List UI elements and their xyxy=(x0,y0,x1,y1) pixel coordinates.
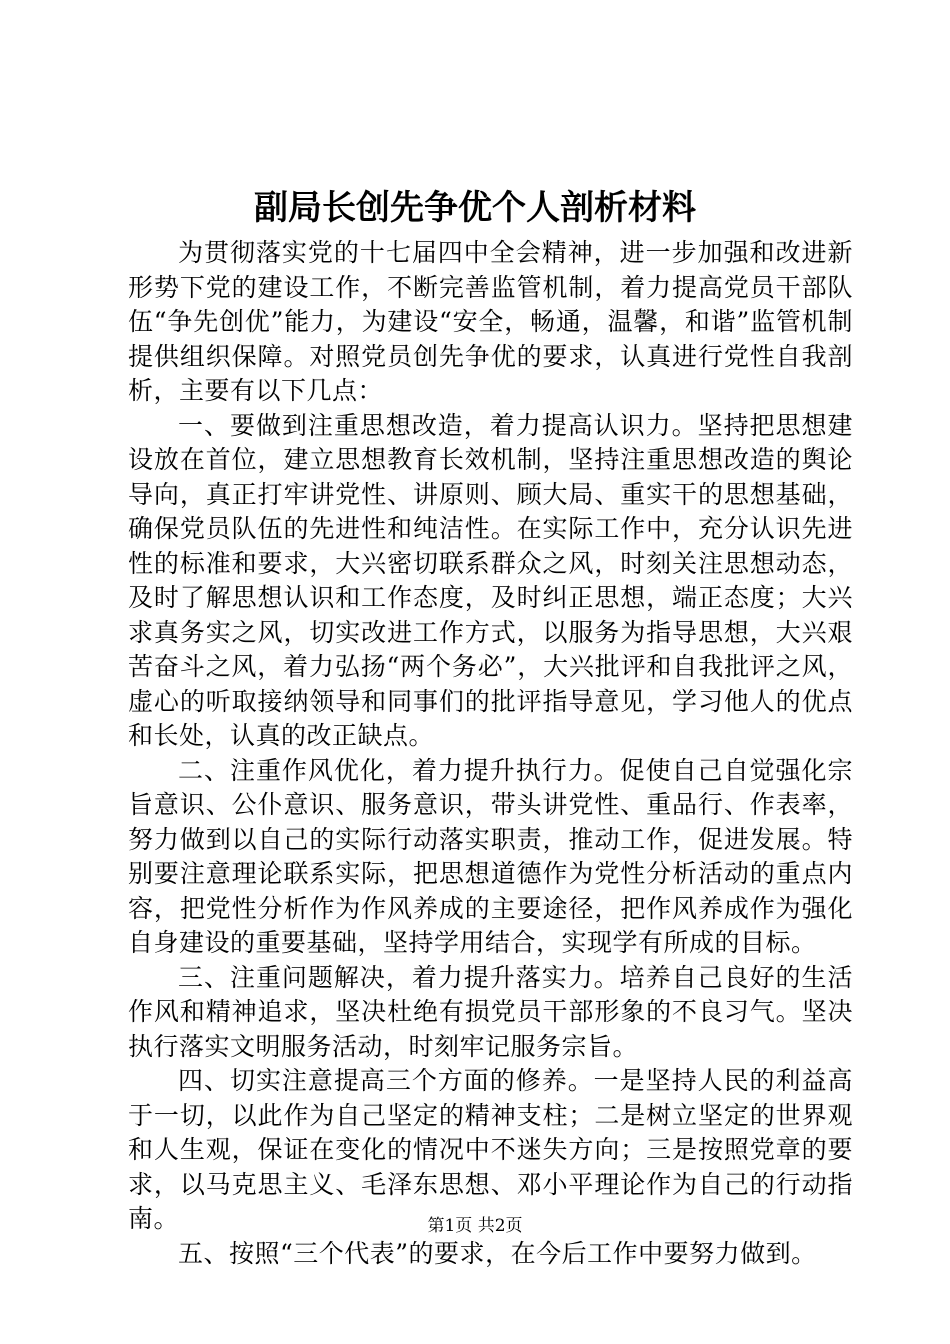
page-number: 第1页 共2页 xyxy=(427,1216,523,1236)
paragraph-point-4: 四、切实注意提高三个方面的修养。一是坚持人民的利益高于一切，以此作为自己坚定的精神支柱；二是树立坚定的世界观和人生观，保证在变化的情况中不迷失方向；三是按照党章的要求，以马克思主义、毛泽东思想、邓小平理论作为自己的行动指南。 xyxy=(128,1066,853,1233)
paragraph-point-2: 二、注重作风优化，着力提升执行力。促使自己自觉强化宗旨意识、公仆意识、服务意识，带头讲党性、重品行、作表率，努力做到以自己的实际行动落实职责，推动工作，促进发展。特别要注意理论联系实际，把思想道德作为党性分析活动的重点内容，把党性分析作为作风养成的主要途径，把作风养成作为强化自身建设的重要基础，坚持学用结合，实现学有所成的目标。 xyxy=(128,755,853,957)
paragraph-point-5: 五、按照“三个代表”的要求，在今后工作中要努力做到。 xyxy=(178,1238,817,1268)
paragraph-point-3: 三、注重问题解决，着力提升落实力。培养自己良好的生活作风和精神追求，坚决杜绝有损党员干部形象的不良习气。坚决执行落实文明服务活动，时刻牢记服务宗旨。 xyxy=(128,962,853,1061)
document-title: 副局长创先争优个人剖析材料 xyxy=(254,188,696,228)
document-body xyxy=(128,236,853,1271)
paragraph-intro: 为贯彻落实党的十七届四中全会精神，进一步加强和改进新形势下党的建设工作，不断完善监管机制，着力提高党员干部队伍“争先创优”能力，为建设“安全，畅通，温馨，和谐”监管机制提供组织保障。对照党员创先争优的要求，认真进行党性自我剖析，主要有以下几点： xyxy=(128,238,853,405)
paragraph-point-1: 一、要做到注重思想改造，着力提高认识力。坚持把思想建设放在首位，建立思想教育长效机制，坚持注重思想改造的舆论导向，真正打牢讲党性、讲原则、顾大局、重实干的思想基础，确保党员队伍的先进性和纯洁性。在实际工作中，充分认识先进性的标准和要求，大兴密切联系群众之风，时刻关注思想动态，及时了解思想认识和工作态度，及时纠正思想，端正态度；大兴求真务实之风，切实改进工作方式，以服务为指导思想，大兴艰苦奋斗之风，着力弘扬“两个务必”，大兴批评和自我批评之风，虚心的听取接纳领导和同事们的批评指导意见，学习他人的优点和长处，认真的改正缺点。 xyxy=(128,410,853,750)
